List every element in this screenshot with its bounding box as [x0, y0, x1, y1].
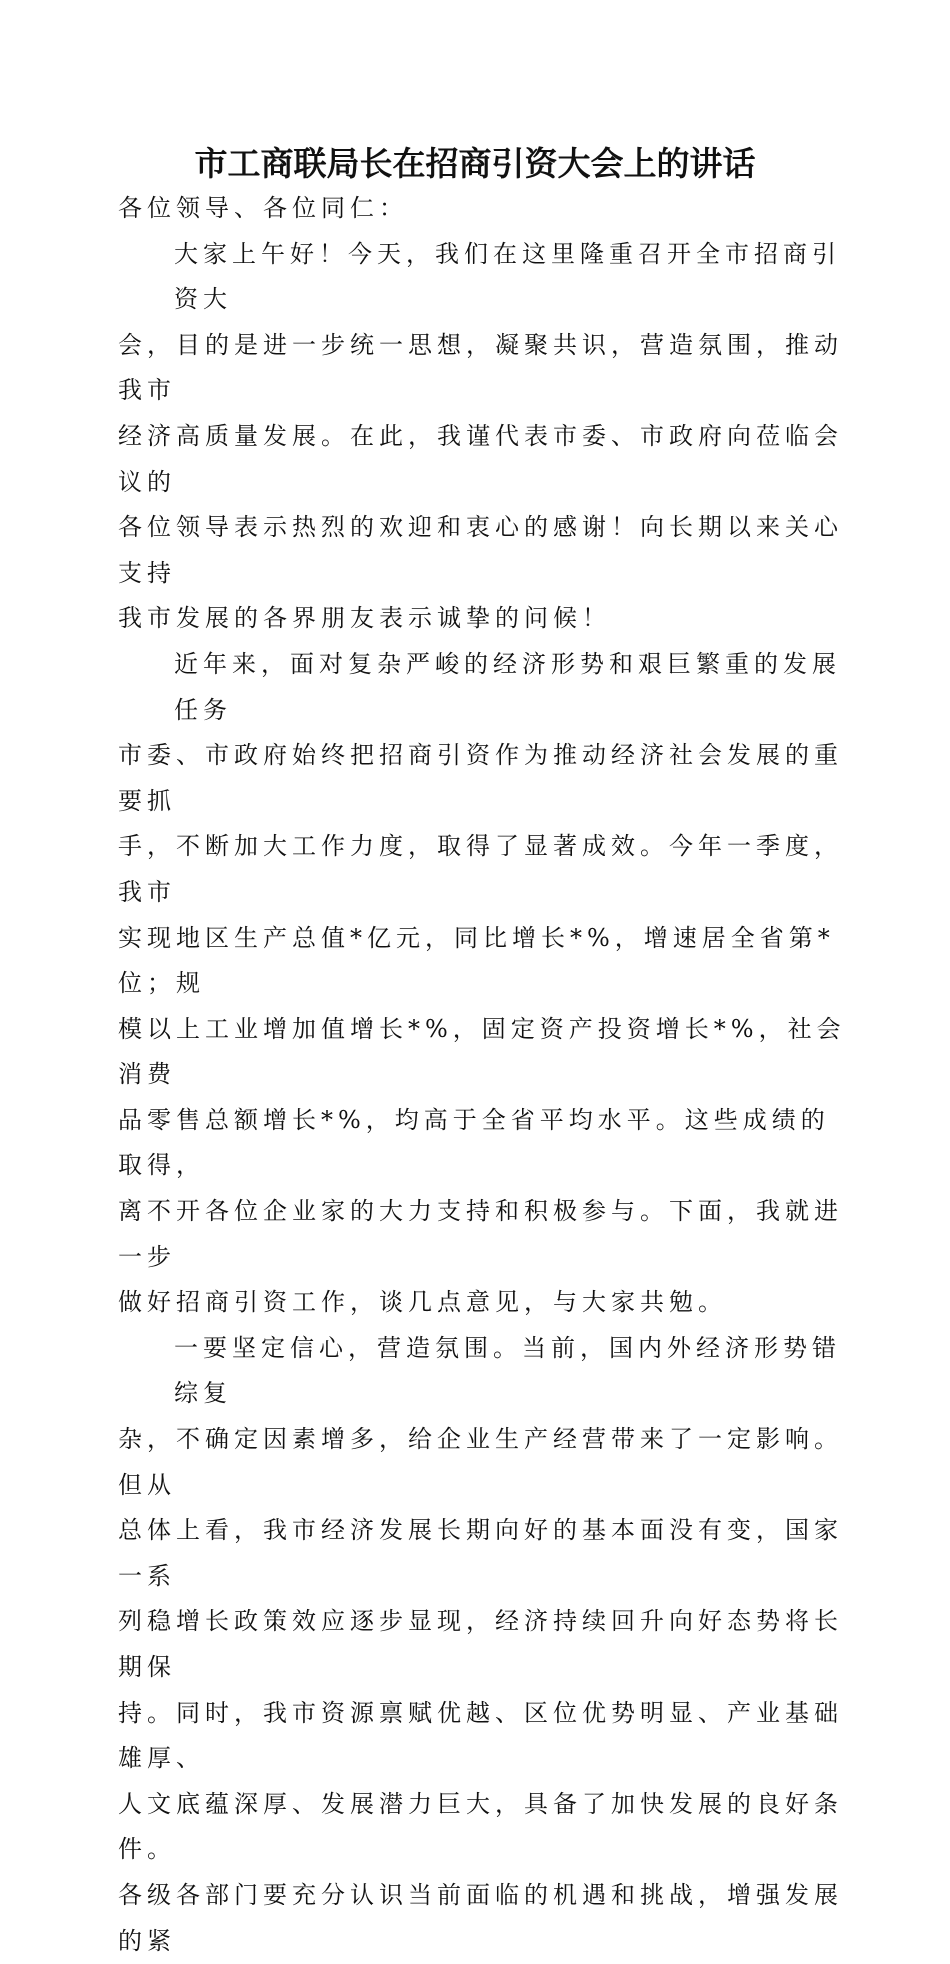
- text-line: 经济高质量发展。在此，我谨代表市委、市政府向莅临会议的: [118, 421, 843, 496]
- paragraph-1: [118, 232, 858, 642]
- text-line: 近年来，面对复杂严峻的经济形势和艰巨繁重的发展任务: [174, 649, 841, 724]
- paragraph-2: [118, 642, 858, 1326]
- text-line: 总体上看，我市经济发展长期向好的基本面没有变，国家一系: [118, 1516, 843, 1590]
- text-line: 手，不断加大工作力度，取得了显著成效。今年一季度，我市: [118, 832, 843, 906]
- text-line: 会，目的是进一步统一思想，凝聚共识，营造氛围，推动我市: [118, 330, 843, 405]
- text-line: 一要坚定信心，营造氛围。当前，国内外经济形势错综复: [174, 1333, 841, 1408]
- text-line: 大家上午好！今天，我们在这里隆重召开全市招商引资大: [174, 239, 841, 314]
- text-line: 我市发展的各界朋友表示诚挚的问候！: [118, 604, 611, 633]
- text-line: 市委、市政府始终把招商引资作为推动经济社会发展的重要抓: [118, 741, 843, 815]
- salutation: 各位领导、各位同仁：: [118, 194, 408, 222]
- text-line: 离不开各位企业家的大力支持和积极参与。下面，我就进一步: [118, 1197, 843, 1271]
- document-title: 市工商联局长在招商引资大会上的讲话: [194, 144, 756, 183]
- text-line: 做好招商引资工作，谈几点意见，与大家共勉。: [118, 1288, 727, 1317]
- text-line: 杂，不确定因素增多，给企业生产经营带来了一定影响。但从: [118, 1425, 843, 1499]
- document-body: [118, 186, 858, 1964]
- text-line: 各位领导表示热烈的欢迎和衷心的感谢！向长期以来关心支持: [118, 513, 843, 587]
- text-line: 各级各部门要充分认识当前面临的机遇和挑战，增强发展的紧: [118, 1880, 843, 1955]
- paragraph-3: [118, 1326, 858, 1964]
- text-line: 品零售总额增长*%，均高于全省平均水平。这些成绩的取得，: [118, 1105, 830, 1180]
- text-line: 人文底蕴深厚、发展潜力巨大，具备了加快发展的良好条件。: [118, 1789, 843, 1864]
- text-line: 持。同时，我市资源禀赋优越、区位优势明显、产业基础雄厚、: [118, 1698, 843, 1773]
- text-line: 实现地区生产总值*亿元，同比增长*%，增速居全省第*位；规: [118, 923, 835, 998]
- text-line: 模以上工业增加值增长*%，固定资产投资增长*%，社会消费: [118, 1014, 846, 1089]
- text-line: 列稳增长政策效应逐步显现，经济持续回升向好态势将长期保: [118, 1607, 843, 1681]
